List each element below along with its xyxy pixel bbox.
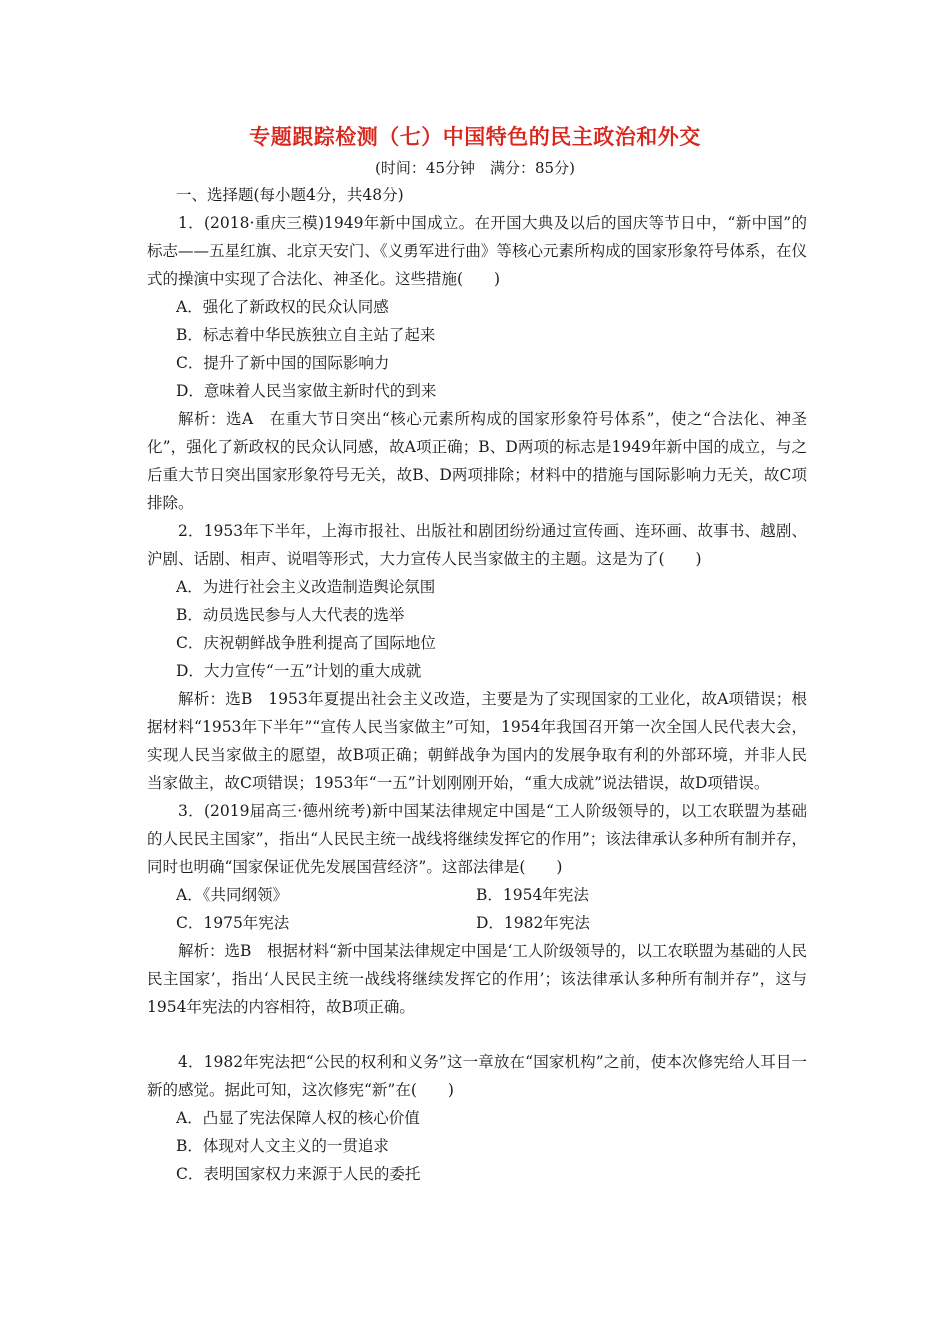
section-heading: 一、选择题(每小题4分，共48分) [176, 186, 404, 204]
option-d: D．1982年宪法 [476, 914, 590, 932]
spacer [147, 1021, 807, 1048]
analysis: 解析：选B 根据材料“新中国某法律规定中国是‘工人阶级领导的，以工农联盟为基础的人民民主国家’，指出‘人民民主统一战线将继续发挥它的作用’；该法律承认多种所有制并存”，这与1954年宪法的内容相符，故B项正确。 [147, 942, 807, 1016]
option-a: A．《共同纲领》 [176, 886, 288, 904]
option-a: A．强化了新政权的民众认同感 [176, 298, 389, 316]
question-stem: 4．1982年宪法把“公民的权利和义务”这一章放在“国家机构”之前，使本次修宪给人耳目一新的感觉。据此可知，这次修宪“新”在( ) [147, 1053, 807, 1099]
question-3 [147, 797, 807, 1021]
option-row [147, 881, 807, 909]
question-stem: 1．(2018·重庆三模)1949年新中国成立。在开国大典及以后的国庆等节日中，“新中国”的标志——五星红旗、北京天安门、《义勇军进行曲》等核心元素所构成的国家形象符号体系，在仪式的操演中实现了合法化、神圣化。这些措施( ) [147, 214, 807, 288]
page-title: 专题跟踪检测（七）中国特色的民主政治和外交 [249, 125, 701, 149]
option-b: B．体现对人文主义的一贯追求 [176, 1137, 389, 1155]
option-c: C．表明国家权力来源于人民的委托 [176, 1165, 421, 1183]
option-d: D．意味着人民当家做主新时代的到来 [176, 382, 437, 400]
option-d: D．大力宣传“一五”计划的重大成就 [176, 662, 422, 680]
option-c: C．庆祝朝鲜战争胜利提高了国际地位 [176, 634, 436, 652]
question-1 [147, 209, 807, 517]
option-b: B．动员选民参与人大代表的选举 [176, 606, 405, 624]
question-2 [147, 517, 807, 797]
question-stem: 2．1953年下半年，上海市报社、出版社和剧团纷纷通过宣传画、连环画、故事书、越剧、沪剧、话剧、相声、说唱等形式，大力宣传人民当家做主的主题。这是为了( ) [147, 522, 807, 568]
option-b: B．标志着中华民族独立自主站了起来 [176, 326, 436, 344]
option-row [147, 909, 807, 937]
question-4 [147, 1048, 807, 1188]
page-subtitle: (时间：45分钟 满分：85分) [375, 159, 575, 177]
option-c: C．1975年宪法 [176, 914, 290, 932]
option-b: B．1954年宪法 [476, 886, 589, 904]
analysis: 解析：选A 在重大节日突出“核心元素所构成的国家形象符号体系”，使之“合法化、神圣化”，强化了新政权的民众认同感，故A项正确；B、D两项的标志是1949年新中国的成立，与之后重大节日突出国家形象符号无关，故B、D两项排除；材料中的措施与国际影响力无关，故C项排除。 [147, 410, 807, 512]
analysis: 解析：选B 1953年夏提出社会主义改造，主要是为了实现国家的工业化，故A项错误；根据材料“1953年下半年”“宣传人民当家做主”可知，1954年我国召开第一次全国人民代表大会，实现人民当家做主的愿望，故B项正确；朝鲜战争为国内的发展争取有利的外部环境，并非人民当家做主，故C项错误；1953年“一五”计划刚刚开始，“重大成就”说法错误，故D项错误。 [147, 690, 807, 792]
option-c: C．提升了新中国的国际影响力 [176, 354, 390, 372]
document-body [147, 181, 807, 1188]
option-a: A．凸显了宪法保障人权的核心价值 [176, 1109, 420, 1127]
option-a: A．为进行社会主义改造制造舆论氛围 [176, 578, 436, 596]
question-stem: 3．(2019届高三·德州统考)新中国某法律规定中国是“工人阶级领导的，以工农联盟为基础的人民民主国家”，指出“人民民主统一战线将继续发挥它的作用”；该法律承认多种所有制并存，同时也明确“国家保证优先发展国营经济”。这部法律是( ) [147, 802, 807, 876]
